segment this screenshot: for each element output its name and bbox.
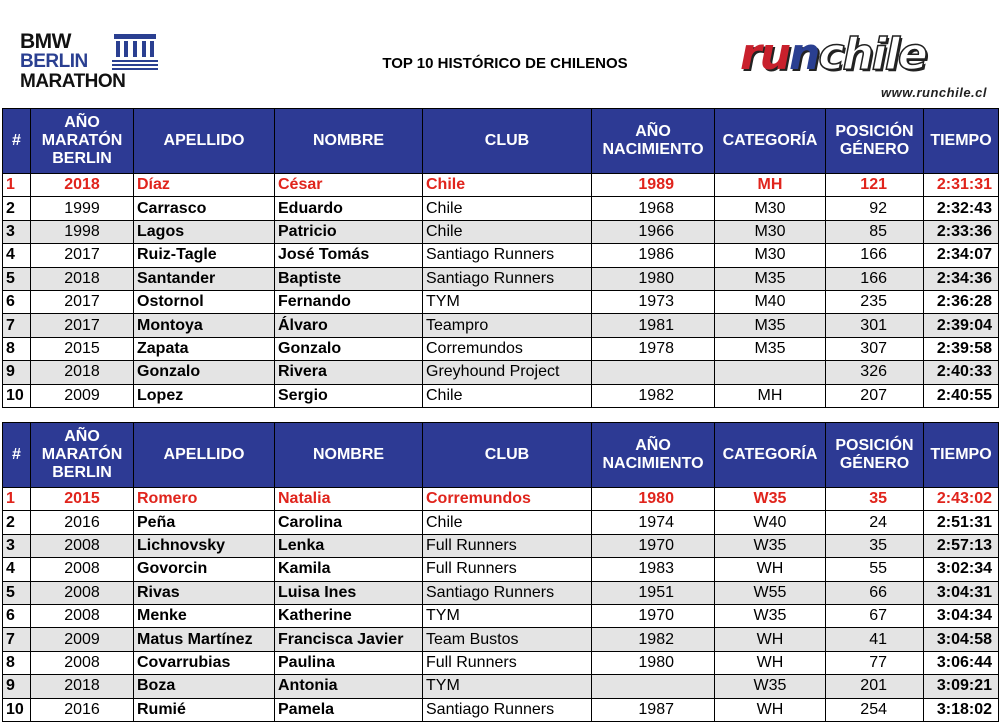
cell-club: Chile [423, 384, 592, 407]
cell-categoria: W35 [715, 534, 826, 557]
bmw-logo-line2: BERLIN [20, 51, 88, 72]
cell-num: 10 [3, 698, 31, 721]
cell-posicion: 24 [826, 511, 924, 534]
cell-num: 6 [3, 604, 31, 627]
cell-tiempo: 2:36:28 [924, 290, 999, 313]
cell-posicion: 326 [826, 361, 924, 384]
col-header-apellido: APELLIDO [134, 423, 275, 488]
cell-club: TYM [423, 675, 592, 698]
cell-nacimiento [592, 675, 715, 698]
cell-tiempo: 2:34:07 [924, 244, 999, 267]
cell-tiempo: 2:33:36 [924, 220, 999, 243]
cell-categoria: M30 [715, 244, 826, 267]
table-row [3, 314, 999, 337]
col-header-posicion-line: GÉNERO [839, 141, 910, 158]
cell-apellido: Lichnovsky [134, 534, 275, 557]
cell-categoria: M30 [715, 197, 826, 220]
cell-nacimiento: 1982 [592, 628, 715, 651]
runchile-url: www.runchile.cl [881, 85, 987, 100]
cell-categoria: MH [715, 384, 826, 407]
cell-categoria: W55 [715, 581, 826, 604]
cell-apellido: Romero [134, 488, 275, 511]
table-row [3, 174, 999, 197]
cell-apellido: Covarrubias [134, 651, 275, 674]
cell-tiempo: 2:51:31 [924, 511, 999, 534]
cell-posicion: 121 [826, 174, 924, 197]
cell-year: 2017 [31, 290, 134, 313]
col-header-nombre: NOMBRE [275, 109, 423, 174]
cell-categoria: WH [715, 698, 826, 721]
col-header-categoria: CATEGORÍA [715, 109, 826, 174]
table-row [3, 511, 999, 534]
cell-club: Full Runners [423, 534, 592, 557]
table-row [3, 604, 999, 627]
cell-apellido: Boza [134, 675, 275, 698]
cell-year: 2009 [31, 384, 134, 407]
cell-nombre: Paulina [275, 651, 423, 674]
cell-posicion: 55 [826, 558, 924, 581]
runchile-wordmark [740, 29, 926, 80]
cell-posicion: 166 [826, 267, 924, 290]
cell-posicion: 67 [826, 604, 924, 627]
cell-nombre: José Tomás [275, 244, 423, 267]
cell-apellido: Lopez [134, 384, 275, 407]
col-header-club: CLUB [423, 109, 592, 174]
cell-nombre: Antonia [275, 675, 423, 698]
cell-tiempo: 2:39:58 [924, 337, 999, 360]
cell-num: 3 [3, 220, 31, 243]
table-row [3, 244, 999, 267]
cell-club: Chile [423, 511, 592, 534]
cell-num: 9 [3, 675, 31, 698]
col-header-categoria: CATEGORÍA [715, 423, 826, 488]
cell-tiempo: 2:40:55 [924, 384, 999, 407]
cell-categoria: WH [715, 628, 826, 651]
cell-year: 2009 [31, 628, 134, 651]
col-header-year-line: AÑO [64, 114, 100, 131]
cell-posicion: 201 [826, 675, 924, 698]
table-row [3, 197, 999, 220]
col-header-year-line: MARATÓN [41, 132, 123, 149]
cell-tiempo: 3:04:58 [924, 628, 999, 651]
cell-posicion: 35 [826, 488, 924, 511]
table-row [3, 337, 999, 360]
cell-apellido: Rivas [134, 581, 275, 604]
bmw-logo-line3: MARATHON [20, 71, 126, 92]
cell-year: 2015 [31, 337, 134, 360]
cell-nacimiento [592, 361, 715, 384]
cell-club: Teampro [423, 314, 592, 337]
col-header-num: # [3, 109, 31, 174]
runchile-wordmark-n: n [789, 29, 819, 80]
cell-tiempo: 3:04:34 [924, 604, 999, 627]
cell-num: 1 [3, 488, 31, 511]
cell-apellido: Gonzalo [134, 361, 275, 384]
cell-nombre: Natalia [275, 488, 423, 511]
cell-nombre: Lenka [275, 534, 423, 557]
cell-tiempo: 3:18:02 [924, 698, 999, 721]
cell-num: 10 [3, 384, 31, 407]
cell-tiempo: 2:40:33 [924, 361, 999, 384]
cell-nacimiento: 1982 [592, 384, 715, 407]
cell-categoria: M30 [715, 220, 826, 243]
cell-year: 2018 [31, 675, 134, 698]
cell-categoria: M35 [715, 337, 826, 360]
table-row [3, 675, 999, 698]
cell-num: 9 [3, 361, 31, 384]
cell-year: 2017 [31, 314, 134, 337]
cell-nombre: Pamela [275, 698, 423, 721]
cell-apellido: Carrasco [134, 197, 275, 220]
cell-club: Full Runners [423, 651, 592, 674]
cell-nacimiento: 1980 [592, 651, 715, 674]
cell-apellido: Santander [134, 267, 275, 290]
cell-nacimiento: 1981 [592, 314, 715, 337]
cell-year: 2018 [31, 267, 134, 290]
table-row [3, 698, 999, 721]
cell-nacimiento: 1970 [592, 534, 715, 557]
cell-posicion: 66 [826, 581, 924, 604]
cell-num: 1 [3, 174, 31, 197]
cell-posicion: 235 [826, 290, 924, 313]
cell-year: 2008 [31, 651, 134, 674]
cell-num: 3 [3, 534, 31, 557]
cell-categoria: WH [715, 558, 826, 581]
cell-club: Full Runners [423, 558, 592, 581]
cell-posicion: 207 [826, 384, 924, 407]
col-header-nacimiento-line: NACIMIENTO [602, 455, 704, 472]
cell-year: 1998 [31, 220, 134, 243]
cell-tiempo: 3:02:34 [924, 558, 999, 581]
cell-club: Chile [423, 197, 592, 220]
cell-nacimiento: 1987 [592, 698, 715, 721]
col-header-club: CLUB [423, 423, 592, 488]
col-header-tiempo: TIEMPO [924, 423, 999, 488]
cell-categoria: M35 [715, 314, 826, 337]
brandenburg-gate-icon [112, 32, 158, 72]
cell-nombre: Gonzalo [275, 337, 423, 360]
cell-nombre: Kamila [275, 558, 423, 581]
col-header-apellido: APELLIDO [134, 109, 275, 174]
cell-nacimiento: 1968 [592, 197, 715, 220]
cell-tiempo: 3:06:44 [924, 651, 999, 674]
cell-apellido: Matus Martínez [134, 628, 275, 651]
cell-tiempo: 2:32:43 [924, 197, 999, 220]
cell-club: Corremundos [423, 488, 592, 511]
cell-year: 2018 [31, 174, 134, 197]
cell-club: Santiago Runners [423, 244, 592, 267]
col-header-posicion-line: POSICIÓN [835, 437, 914, 454]
col-header-num: # [3, 423, 31, 488]
table-row [3, 361, 999, 384]
table-row [3, 488, 999, 511]
cell-year: 2008 [31, 558, 134, 581]
cell-categoria [715, 361, 826, 384]
cell-num: 2 [3, 197, 31, 220]
col-header-posicion [826, 109, 924, 174]
cell-categoria: W35 [715, 604, 826, 627]
cell-club: Team Bustos [423, 628, 592, 651]
cell-year: 2016 [31, 511, 134, 534]
cell-nombre: Luisa Ines [275, 581, 423, 604]
bmw-logo-line1: BMW [20, 30, 71, 53]
cell-nombre: Francisca Javier [275, 628, 423, 651]
col-header-posicion-line: GÉNERO [839, 455, 910, 472]
col-header-posicion-line: POSICIÓN [835, 123, 914, 140]
cell-num: 7 [3, 314, 31, 337]
col-header-year-line: BERLIN [52, 464, 112, 481]
cell-posicion: 77 [826, 651, 924, 674]
cell-nombre: Eduardo [275, 197, 423, 220]
cell-year: 1999 [31, 197, 134, 220]
cell-posicion: 254 [826, 698, 924, 721]
cell-club: Santiago Runners [423, 581, 592, 604]
table-row [3, 581, 999, 604]
page-title: TOP 10 HISTÓRICO DE CHILENOS [382, 55, 628, 72]
cell-apellido: Govorcin [134, 558, 275, 581]
cell-nombre: Fernando [275, 290, 423, 313]
cell-club: Corremundos [423, 337, 592, 360]
cell-year: 2008 [31, 581, 134, 604]
cell-tiempo: 2:39:04 [924, 314, 999, 337]
cell-tiempo: 2:34:36 [924, 267, 999, 290]
cell-tiempo: 3:04:31 [924, 581, 999, 604]
col-header-year-line: AÑO [64, 428, 100, 445]
col-header-year-line: BERLIN [52, 150, 112, 167]
cell-categoria: W35 [715, 675, 826, 698]
col-header-nacimiento [592, 109, 715, 174]
table-row [3, 534, 999, 557]
cell-nombre: Carolina [275, 511, 423, 534]
cell-nacimiento: 1966 [592, 220, 715, 243]
cell-num: 8 [3, 651, 31, 674]
cell-nombre: Baptiste [275, 267, 423, 290]
cell-tiempo: 2:31:31 [924, 174, 999, 197]
men-ranking-table [2, 108, 999, 408]
cell-nombre: Katherine [275, 604, 423, 627]
cell-num: 5 [3, 581, 31, 604]
cell-apellido: Montoya [134, 314, 275, 337]
table-row [3, 558, 999, 581]
cell-num: 6 [3, 290, 31, 313]
table-header-row [3, 423, 999, 488]
cell-club: TYM [423, 290, 592, 313]
cell-categoria: W35 [715, 488, 826, 511]
cell-categoria: W40 [715, 511, 826, 534]
cell-nacimiento: 1986 [592, 244, 715, 267]
cell-apellido: Lagos [134, 220, 275, 243]
cell-num: 2 [3, 511, 31, 534]
bmw-berlin-marathon-logo [20, 32, 145, 98]
cell-tiempo: 2:43:02 [924, 488, 999, 511]
cell-club: Santiago Runners [423, 698, 592, 721]
runchile-wordmark-chile: chile [818, 29, 926, 80]
col-header-nacimiento-line: AÑO [635, 437, 671, 454]
table-row [3, 384, 999, 407]
cell-num: 4 [3, 244, 31, 267]
table-row [3, 290, 999, 313]
cell-club: TYM [423, 604, 592, 627]
cell-nacimiento: 1989 [592, 174, 715, 197]
cell-nombre: Álvaro [275, 314, 423, 337]
cell-apellido: Peña [134, 511, 275, 534]
col-header-nacimiento [592, 423, 715, 488]
women-table-body [3, 488, 999, 722]
cell-tiempo: 3:09:21 [924, 675, 999, 698]
cell-apellido: Rumié [134, 698, 275, 721]
col-header-tiempo: TIEMPO [924, 109, 999, 174]
cell-year: 2016 [31, 698, 134, 721]
cell-nombre: César [275, 174, 423, 197]
cell-nombre: Patricio [275, 220, 423, 243]
cell-posicion: 166 [826, 244, 924, 267]
cell-posicion: 41 [826, 628, 924, 651]
table-row [3, 651, 999, 674]
cell-club: Chile [423, 174, 592, 197]
cell-num: 7 [3, 628, 31, 651]
cell-posicion: 92 [826, 197, 924, 220]
cell-nacimiento: 1973 [592, 290, 715, 313]
col-header-nombre: NOMBRE [275, 423, 423, 488]
cell-nacimiento: 1978 [592, 337, 715, 360]
cell-nacimiento: 1974 [592, 511, 715, 534]
cell-nacimiento: 1983 [592, 558, 715, 581]
runchile-logo [740, 29, 995, 105]
cell-nombre: Sergio [275, 384, 423, 407]
table-row [3, 628, 999, 651]
cell-nacimiento: 1970 [592, 604, 715, 627]
cell-posicion: 35 [826, 534, 924, 557]
table-row [3, 267, 999, 290]
col-header-year [31, 423, 134, 488]
cell-club: Santiago Runners [423, 267, 592, 290]
table-row [3, 220, 999, 243]
cell-apellido: Zapata [134, 337, 275, 360]
cell-year: 2018 [31, 361, 134, 384]
cell-categoria: MH [715, 174, 826, 197]
col-header-nacimiento-line: AÑO [635, 123, 671, 140]
men-table-body [3, 174, 999, 408]
cell-nombre: Rivera [275, 361, 423, 384]
cell-club: Chile [423, 220, 592, 243]
cell-num: 4 [3, 558, 31, 581]
cell-categoria: WH [715, 651, 826, 674]
col-header-year [31, 109, 134, 174]
cell-nacimiento: 1980 [592, 488, 715, 511]
runchile-wordmark-run: ru [740, 29, 790, 80]
women-ranking-table [2, 422, 999, 722]
cell-year: 2008 [31, 604, 134, 627]
cell-club: Greyhound Project [423, 361, 592, 384]
cell-posicion: 85 [826, 220, 924, 243]
cell-apellido: Díaz [134, 174, 275, 197]
cell-posicion: 301 [826, 314, 924, 337]
cell-year: 2017 [31, 244, 134, 267]
cell-num: 5 [3, 267, 31, 290]
cell-posicion: 307 [826, 337, 924, 360]
col-header-posicion [826, 423, 924, 488]
cell-tiempo: 2:57:13 [924, 534, 999, 557]
cell-apellido: Menke [134, 604, 275, 627]
cell-year: 2015 [31, 488, 134, 511]
cell-categoria: M40 [715, 290, 826, 313]
cell-year: 2008 [31, 534, 134, 557]
cell-nacimiento: 1951 [592, 581, 715, 604]
cell-apellido: Ostornol [134, 290, 275, 313]
col-header-nacimiento-line: NACIMIENTO [602, 141, 704, 158]
cell-categoria: M35 [715, 267, 826, 290]
table-header-row [3, 109, 999, 174]
cell-apellido: Ruiz-Tagle [134, 244, 275, 267]
cell-nacimiento: 1980 [592, 267, 715, 290]
col-header-year-line: MARATÓN [41, 446, 123, 463]
cell-num: 8 [3, 337, 31, 360]
